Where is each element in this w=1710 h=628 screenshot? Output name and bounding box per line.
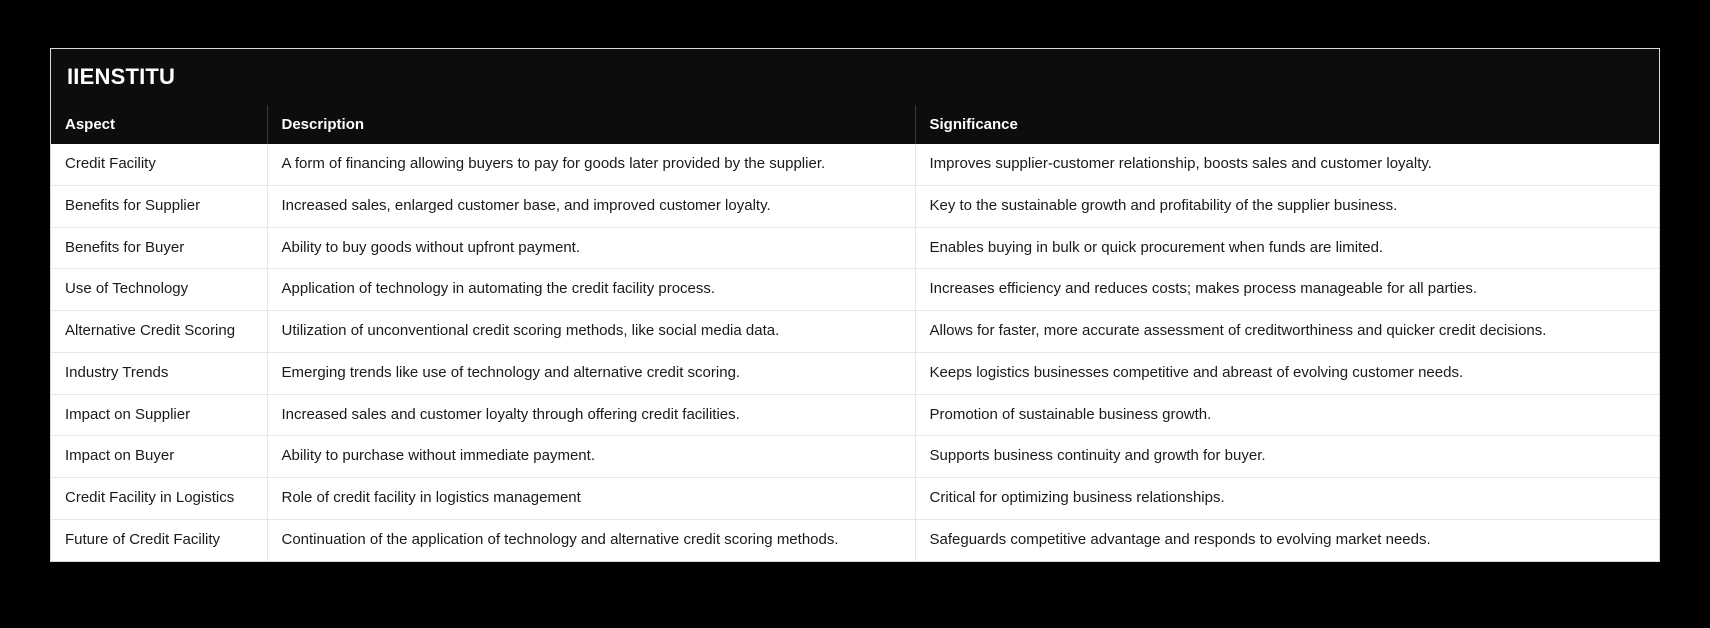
cell-description: Increased sales, enlarged customer base, and improved customer loyalty. <box>267 185 915 227</box>
cell-description: Application of technology in automating the credit facility process. <box>267 269 915 311</box>
table-card <box>50 48 1660 562</box>
table-row <box>51 519 1659 560</box>
cell-significance: Supports business continuity and growth for buyer. <box>915 436 1659 478</box>
cell-description: Increased sales and customer loyalty through offering credit facilities. <box>267 394 915 436</box>
cell-aspect: Benefits for Supplier <box>51 185 267 227</box>
table-row <box>51 436 1659 478</box>
column-header-description: Description <box>267 105 915 144</box>
cell-significance: Keeps logistics businesses competitive and abreast of evolving customer needs. <box>915 352 1659 394</box>
cell-aspect: Impact on Supplier <box>51 394 267 436</box>
cell-significance: Enables buying in bulk or quick procurement when funds are limited. <box>915 227 1659 269</box>
cell-description: Ability to purchase without immediate payment. <box>267 436 915 478</box>
cell-significance: Increases efficiency and reduces costs; makes process manageable for all parties. <box>915 269 1659 311</box>
cell-description: Role of credit facility in logistics management <box>267 478 915 520</box>
cell-aspect: Credit Facility in Logistics <box>51 478 267 520</box>
cell-description: Emerging trends like use of technology and alternative credit scoring. <box>267 352 915 394</box>
table-row <box>51 311 1659 353</box>
table-row <box>51 352 1659 394</box>
cell-aspect: Impact on Buyer <box>51 436 267 478</box>
cell-aspect: Future of Credit Facility <box>51 519 267 560</box>
table-row <box>51 227 1659 269</box>
cell-aspect: Credit Facility <box>51 144 267 185</box>
cell-significance: Critical for optimizing business relationships. <box>915 478 1659 520</box>
table-body <box>51 144 1659 561</box>
brand-title: IIENSTITU <box>67 64 176 89</box>
cell-significance: Allows for faster, more accurate assessment of creditworthiness and quicker credit decisions. <box>915 311 1659 353</box>
cell-description: Continuation of the application of technology and alternative credit scoring methods. <box>267 519 915 560</box>
credit-facility-table <box>51 105 1659 561</box>
cell-aspect: Alternative Credit Scoring <box>51 311 267 353</box>
cell-description: A form of financing allowing buyers to pay for goods later provided by the supplier. <box>267 144 915 185</box>
table-header-row <box>51 105 1659 144</box>
cell-aspect: Use of Technology <box>51 269 267 311</box>
cell-significance: Promotion of sustainable business growth. <box>915 394 1659 436</box>
cell-aspect: Benefits for Buyer <box>51 227 267 269</box>
cell-description: Ability to buy goods without upfront payment. <box>267 227 915 269</box>
brand-header <box>51 49 1659 105</box>
table-row <box>51 144 1659 185</box>
table-header <box>51 105 1659 144</box>
cell-aspect: Industry Trends <box>51 352 267 394</box>
table-row <box>51 269 1659 311</box>
cell-significance: Key to the sustainable growth and profitability of the supplier business. <box>915 185 1659 227</box>
column-header-significance: Significance <box>915 105 1659 144</box>
cell-description: Utilization of unconventional credit scoring methods, like social media data. <box>267 311 915 353</box>
table-row <box>51 185 1659 227</box>
table-row <box>51 478 1659 520</box>
cell-significance: Safeguards competitive advantage and responds to evolving market needs. <box>929 530 1431 548</box>
column-header-aspect: Aspect <box>51 105 267 144</box>
cell-significance: Improves supplier-customer relationship, boosts sales and customer loyalty. <box>915 144 1659 185</box>
table-row <box>51 394 1659 436</box>
